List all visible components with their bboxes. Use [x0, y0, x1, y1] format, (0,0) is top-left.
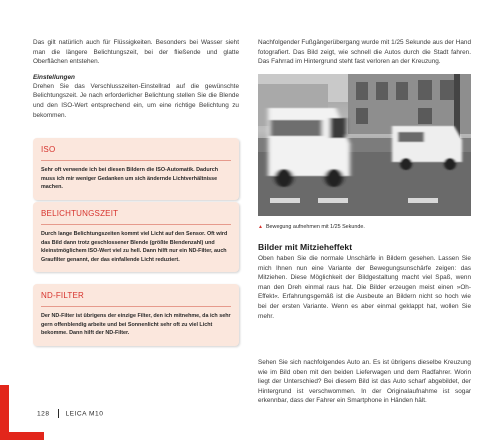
footer-accent-corner — [0, 432, 44, 440]
page-footer — [37, 409, 103, 418]
iso-box-text: Sehr oft verwende ich bei diesen Bildern die ISO-Automatik. Dadurch muss ich mir weniger Gedanken um sich ändernde Lichtverhältnisse machen. — [41, 167, 219, 191]
box-divider — [41, 160, 231, 161]
sehen-paragraph: Sehen Sie sich nachfolgendes Auto an. Es ist übrigens dieselbe Kreuzung wie im Bild oben mit den beiden Lieferwagen und dem Radfahrer. Worin liegt der Unterschied? Bei diesem Bild ist das Auto scharf abgebildet, der Hintergrund ist verschwommen. In der Originalaufnahme ist sogar erkennbar, dass der Fahrer ein Smartphone in Händen hält. — [258, 359, 471, 405]
caption-text: Bewegung aufnehmen mit 1/25 Sekunde. — [265, 224, 365, 230]
nd-filter-box-text: Der ND-Filter ist übrigens der einzige Filter, den ich mitnehme, da ich sehr gern offenblendig arbeite und bei Sonnenlicht sehr oft zu viel Licht bekomme. Dann hilft der ND-Filter. — [41, 313, 231, 337]
nd-filter-box — [33, 284, 239, 346]
box-divider — [41, 224, 231, 225]
section-title: Bilder mit Mitzieheffekt — [258, 242, 353, 252]
iso-box-title: ISO — [41, 145, 56, 154]
settings-subhead: Einstellungen — [33, 73, 75, 81]
motion-blur-photo — [258, 74, 471, 216]
intro-paragraph: Das gilt natürlich auch für Flüssigkeiten. Besonders bei Wasser sieht man die längere Belichtungszeit, bei der fließende und glatte Oberflächen entstehen. — [33, 39, 239, 66]
left-column — [33, 38, 239, 337]
page-number: 128 — [37, 410, 50, 418]
book-title: LEICA M10 — [65, 410, 104, 418]
street-photo-illustration — [258, 74, 471, 216]
belichtungszeit-box-title: BELICHTUNGSZEIT — [41, 209, 119, 218]
caption-triangle-icon: ▲ — [258, 224, 263, 230]
box-divider — [41, 306, 231, 307]
iso-box — [33, 138, 239, 200]
section-paragraph: Oben haben Sie die normale Unschärfe in Bildern gesehen. Lassen Sie mich Ihnen nun eine Variante der Bewegungsunschärfe zeigen: das Mitziehen. Diese Möglichkeit der Bildgestaltung macht viel Spaß, wenn man den Dreh einmal raus hat. Die Bilder erzeugen meist einen »Oh-Effekt«. Erfahrungsgemäß ist die Ausbeute an Bildern nicht so hoch wie bei der ersten Variante. Wenn es aber einmal geklappt hat, wollen Sie mehr. — [258, 255, 471, 320]
footer-separator — [58, 409, 59, 418]
photo-caption — [258, 224, 365, 230]
belichtungszeit-box-text: Durch lange Belichtungszeiten kommt viel Licht auf den Sensor. Oft wird das Bild dann trotz geschlossener Blende (größte Blendenzahl) und kleinstmöglichem ISO-Wert viel zu hell. Dann hilft nur ein ND-Filter, auch Graufilter genannt, der das einfallende Licht reduziert. — [41, 231, 228, 263]
settings-paragraph: Drehen Sie das Verschlusszeiten-Einstellrad auf die gewünschte Belichtungszeit. Je nach erforderlicher Belichtung stellen Sie die Blende und den ISO-Wert entsprechend ein, um eine richtige Belichtung zu bekommen. — [33, 82, 239, 119]
belichtungszeit-box — [33, 202, 239, 272]
nd-filter-box-title: ND-FILTER — [41, 291, 84, 300]
right-column — [258, 38, 471, 405]
right-intro-paragraph: Nachfolgender Fußgängerübergang wurde mit 1/25 Sekunde aus der Hand fotografiert. Das Bild zeigt, wie schnell die Autos durch die Stadt fahren. Das Fahrrad im Hintergrund steht fast verloren an der Kreuzung. — [258, 39, 471, 66]
